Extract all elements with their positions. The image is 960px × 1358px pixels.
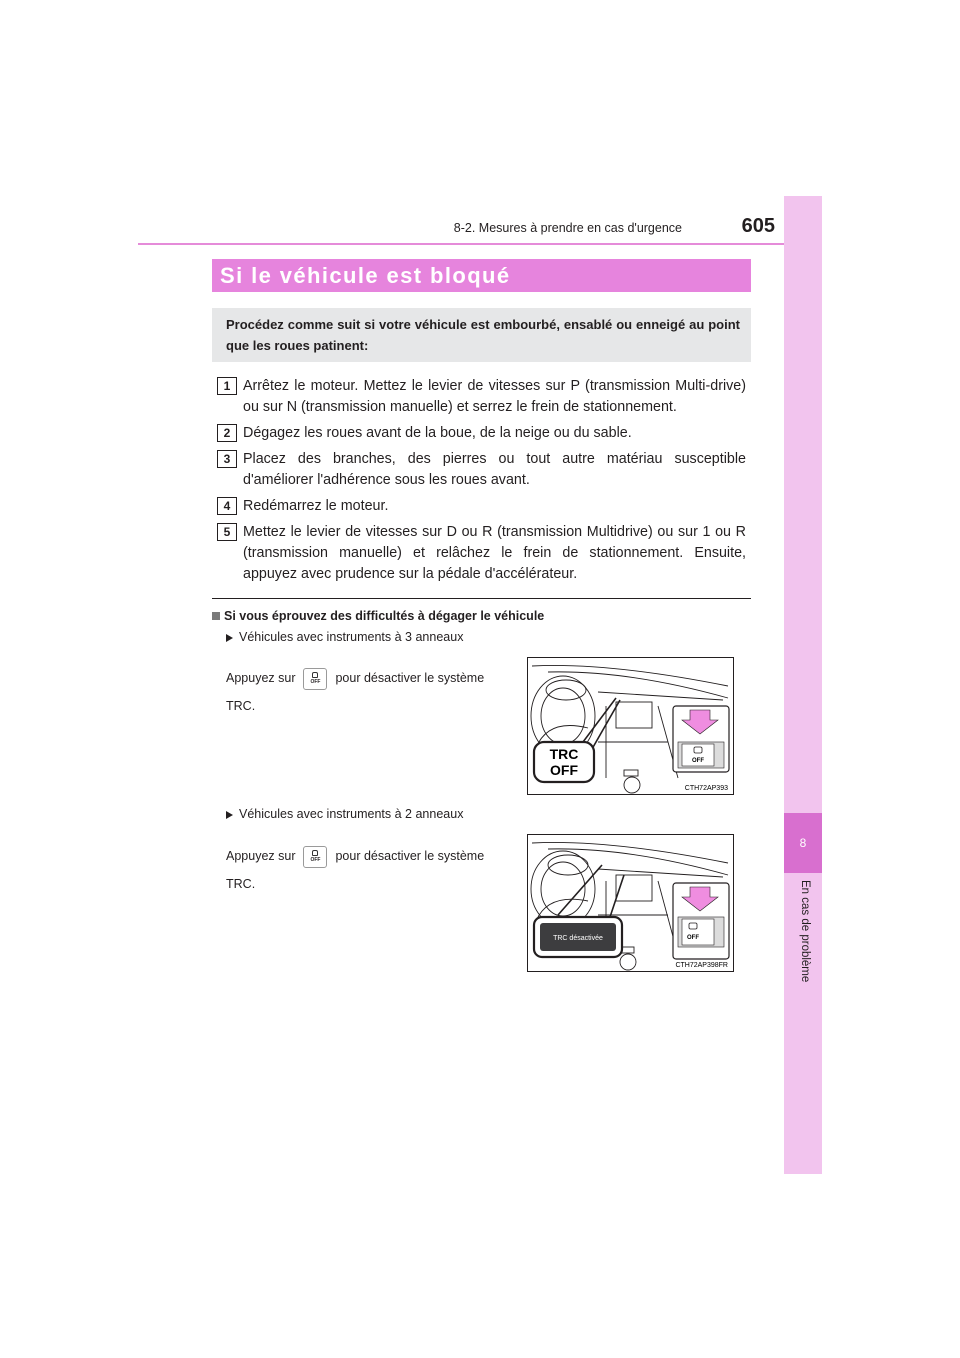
header-section-title: 8-2. Mesures à prendre en cas d'urgence: [453, 221, 682, 235]
triangle-bullet-icon: [226, 634, 233, 642]
callout-trc-desactivee: TRC désactivée: [553, 935, 603, 942]
step-number-2: 2: [217, 424, 237, 442]
step-number-3: 3: [217, 450, 237, 468]
chapter-side-tab: [784, 196, 822, 1174]
figure-dashboard-2-rings: [527, 834, 734, 972]
dashboard-illustration: [528, 658, 733, 794]
figure-dashboard-3-rings: [527, 657, 734, 795]
step-text-2: Dégagez les roues avant de la boue, de la neige ou du sable.: [243, 425, 632, 441]
variant-label-1: [226, 630, 463, 644]
intro-text: Procédez comme suit si votre véhicule est embourbé, ensablé ou enneigé au point que les roues patinent:: [226, 317, 740, 353]
chapter-number: 8: [799, 836, 807, 850]
variant-label-text: Véhicules avec instruments à 3 anneaux: [239, 630, 464, 644]
chapter-label: En cas de problème: [799, 880, 811, 983]
square-bullet-icon: [212, 612, 220, 620]
step-text-5: Mettez le levier de vitesses sur D ou R (transmission Multidrive) ou sur 1 ou R (transmission manuelle) et relâchez le frein de stationnement. Ensuite, appuyez avec prudence sur la pédale d'accélérateur.: [243, 524, 746, 582]
dashboard-illustration: [528, 835, 733, 971]
step-number-5: 5: [217, 523, 237, 541]
callout-off: OFF: [550, 762, 578, 778]
figure-code: CTH72AP398FR: [675, 962, 728, 969]
step-text-3: Placez des branches, des pierres ou tout autre matériau susceptible d'améliorer l'adhérence sous les roues avant.: [243, 451, 746, 488]
step-number-1: 1: [217, 377, 237, 395]
triangle-bullet-icon: [226, 811, 233, 819]
trc-off-button-icon: OFF: [303, 668, 327, 690]
page-number: 605: [741, 215, 775, 237]
step-number-4: 4: [217, 497, 237, 515]
page-title: Si le véhicule est bloqué: [220, 263, 511, 288]
subsection-heading-text: Si vous éprouvez des difficultés à dégager le véhicule: [224, 609, 545, 623]
step-text-4: Redémarrez le moteur.: [243, 498, 389, 514]
figure-button-label: OFF: [692, 758, 704, 764]
header-rule: [138, 243, 822, 245]
figure-button-label: OFF: [687, 935, 699, 941]
variant-label-2: [226, 807, 463, 821]
instruction-pre-text: Appuyez sur: [226, 849, 296, 863]
instruction-2: [226, 842, 511, 898]
instruction-post-text: pour désactiver le système TRC.: [226, 671, 485, 713]
step-text-1: Arrêtez le moteur. Mettez le levier de vitesses sur P (transmission Multi-drive) ou sur N (transmission manuelle) et serrez le frein de stationnement.: [243, 378, 746, 415]
trc-off-button-icon: OFF: [303, 846, 327, 868]
variant-label-text: Véhicules avec instruments à 2 anneaux: [239, 807, 464, 821]
instruction-post-text: pour désactiver le système TRC.: [226, 849, 485, 891]
subsection-heading: [212, 609, 544, 623]
section-divider: [212, 598, 751, 599]
instruction-1: [226, 664, 511, 720]
callout-trc: TRC: [549, 746, 579, 762]
instruction-pre-text: Appuyez sur: [226, 671, 296, 685]
figure-code: CTH72AP393: [684, 785, 728, 792]
